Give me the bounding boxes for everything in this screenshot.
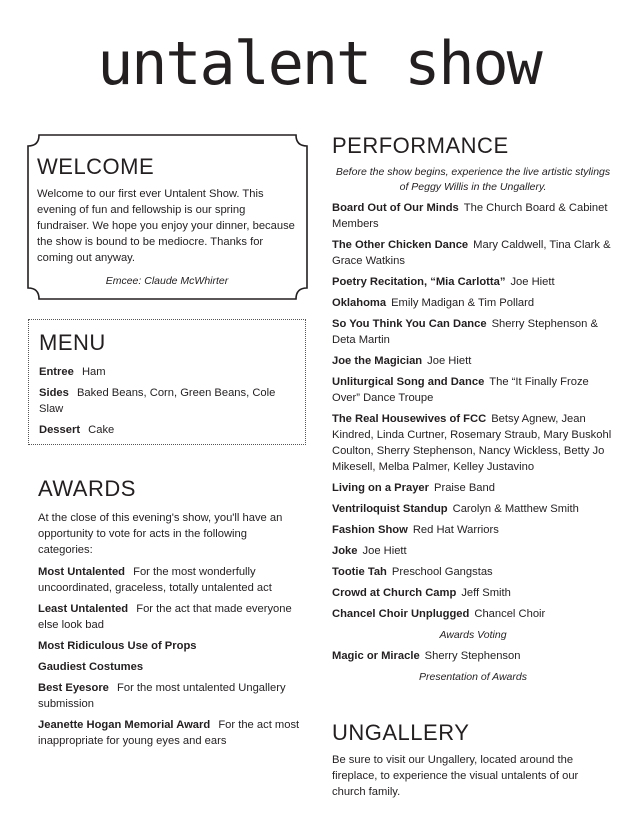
act-item	[332, 543, 614, 559]
performance-section	[332, 133, 614, 690]
page-title: untalent show	[97, 29, 541, 99]
menu-item-label: Entree	[39, 366, 74, 378]
ungallery-text: Be sure to visit our Ungallery, located around the fireplace, to experience the visual untalents of our church family.	[332, 754, 579, 798]
act-performers: Carolyn & Matthew Smith	[452, 503, 579, 515]
awards-intro: At the close of this evening's show, you'll have an opportunity to vote for acts in the following categories:	[38, 512, 283, 556]
award-name: Gaudiest Costumes	[38, 661, 144, 673]
award-name: Jeanette Hogan Memorial Award	[38, 719, 211, 731]
act-item	[332, 374, 614, 406]
performance-heading: PERFORMANCE	[332, 133, 509, 158]
act-item	[332, 295, 614, 311]
act-name: Chancel Choir Unplugged	[332, 608, 470, 620]
emcee-credit: Emcee: Claude McWhirter	[105, 275, 229, 287]
act-name: Magic or Miracle	[332, 650, 420, 662]
act-name: Tootie Tah	[332, 566, 387, 578]
act-item	[332, 200, 614, 232]
act-item	[332, 648, 614, 664]
act-item	[332, 274, 614, 290]
menu-item	[39, 385, 297, 417]
act-name: Living on a Prayer	[332, 482, 429, 494]
act-performers: The Church Board & Cabinet Members	[332, 202, 608, 230]
act-item	[332, 316, 614, 348]
act-name: Fashion Show	[332, 524, 408, 536]
act-item	[332, 606, 614, 622]
menu-item-label: Sides	[39, 387, 69, 399]
act-item	[332, 237, 614, 269]
menu-item	[39, 422, 297, 438]
act-name: Poetry Recitation, “Mia Carlotta”	[332, 276, 506, 288]
act-item	[332, 585, 614, 601]
act-name: Oklahoma	[332, 297, 387, 309]
act-performers: Betsy Agnew, Jean Kindred, Linda Curtner, Rosemary Straub, Mary Buskohl Coulton, Sherry Stephenson, Nancy Wickless, Betty Jo Mikesell, Melba Palmer, Kelley Justavino	[332, 413, 612, 473]
act-item	[332, 411, 614, 475]
act-name: Unliturgical Song and Dance	[332, 376, 485, 388]
act-item	[332, 501, 614, 517]
ungallery-section	[332, 720, 614, 800]
voting-note: Awards Voting	[439, 629, 507, 641]
award-desc: For the act that made everyone else look bad	[38, 603, 292, 631]
award-item	[38, 564, 300, 596]
act-performers: Emily Madigan & Tim Pollard	[391, 297, 535, 309]
award-item	[38, 638, 300, 654]
act-name: The Real Housewives of FCC	[332, 413, 487, 425]
act-item	[332, 353, 614, 369]
awards-section	[38, 476, 300, 754]
act-performers: Preschool Gangstas	[391, 566, 493, 578]
act-name: Joke	[332, 545, 358, 557]
act-name: So You Think You Can Dance	[332, 318, 487, 330]
award-item	[38, 601, 300, 633]
act-performers: The “It Finally Froze Over” Dance Troupe	[332, 376, 589, 404]
act-performers: Sherry Stephenson & Deta Martin	[332, 318, 598, 346]
welcome-heading: WELCOME	[37, 154, 155, 179]
act-item	[332, 480, 614, 496]
menu-heading: MENU	[39, 330, 106, 355]
menu-item-value: Ham	[81, 366, 106, 378]
presentation-note: Presentation of Awards	[419, 671, 527, 683]
act-performers: Joe Hiett	[510, 276, 555, 288]
menu-item-label: Dessert	[39, 424, 81, 436]
act-name: The Other Chicken Dance	[332, 239, 469, 251]
award-name: Best Eyesore	[38, 682, 109, 694]
welcome-text: Welcome to our first ever Untalent Show. This evening of fun and fellowship is our spring fundraiser. We hope you enjoy your dinner, because the show is bound to be mediocre. Thanks for coming out anyway.	[37, 188, 295, 264]
act-performers: Joe Hiett	[427, 355, 472, 367]
act-performers: Sherry Stephenson	[424, 650, 521, 662]
award-desc: For the most wonderfully uncoordinated, graceless, totally untalented act	[38, 566, 272, 594]
award-desc: For the most untalented Ungallery submission	[38, 682, 286, 710]
act-performers: Praise Band	[434, 482, 495, 494]
menu-item-value: Cake	[88, 424, 115, 436]
performance-intro: Before the show begins, experience the live artistic stylings of Peggy Willis in the Ungallery.	[335, 166, 611, 193]
act-name: Board Out of Our Minds	[332, 202, 459, 214]
ungallery-heading: UNGALLERY	[332, 720, 470, 745]
menu-item-value: Baked Beans, Corn, Green Beans, Cole Slaw	[39, 387, 276, 415]
act-name: Joe the Magician	[332, 355, 423, 367]
award-item	[38, 717, 300, 749]
act-performers: Chancel Choir	[474, 608, 546, 620]
act-item	[332, 522, 614, 538]
awards-heading: AWARDS	[38, 476, 136, 501]
award-item	[38, 680, 300, 712]
act-performers: Red Hat Warriors	[412, 524, 499, 536]
act-name: Ventriloquist Standup	[332, 503, 448, 515]
award-name: Most Untalented	[38, 566, 126, 578]
act-item	[332, 564, 614, 580]
award-name: Least Untalented	[38, 603, 129, 615]
award-desc: For the act most inappropriate for young eyes and ears	[38, 719, 300, 747]
act-performers: Mary Caldwell, Tina Clark & Grace Watkins	[332, 239, 611, 267]
act-performers: Jeff Smith	[461, 587, 511, 599]
act-performers: Joe Hiett	[362, 545, 407, 557]
act-name: Crowd at Church Camp	[332, 587, 457, 599]
award-item	[38, 659, 300, 675]
menu-box	[28, 319, 306, 445]
welcome-box	[27, 134, 308, 300]
award-name: Most Ridiculous Use of Props	[38, 640, 197, 652]
menu-item	[39, 364, 297, 380]
